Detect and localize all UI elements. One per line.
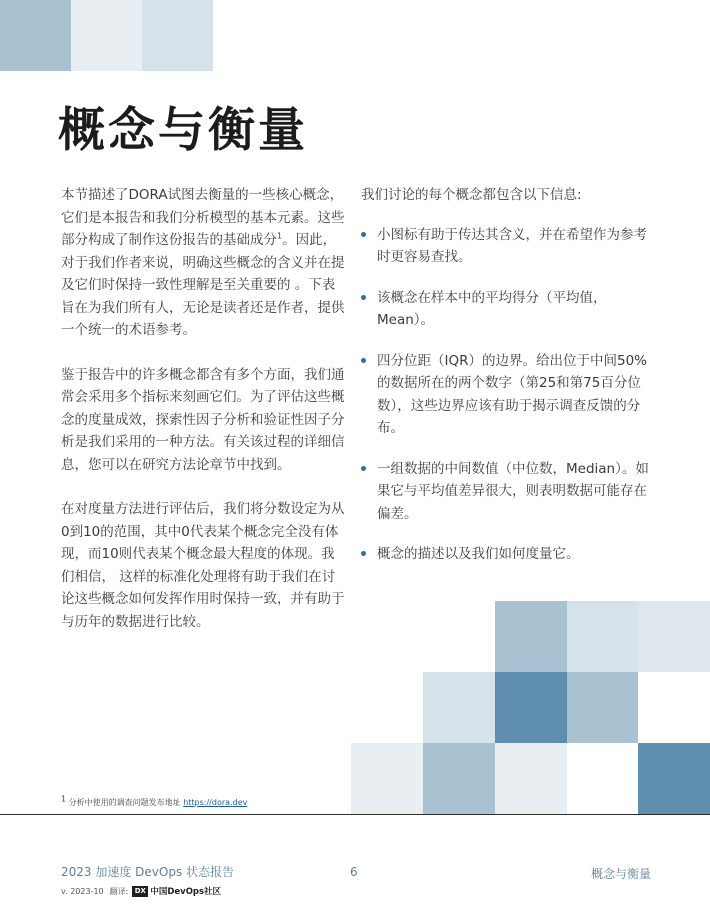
footnote-ref[interactable]: 1 [277, 231, 283, 241]
footer-report-title: 2023 加速度 DevOps 状态报告 [61, 865, 235, 879]
bullet-item: 概念的描述以及我们如何度量它。 [361, 543, 651, 566]
version-label: v. 2023-10 [61, 886, 104, 896]
bullet-item: 四分位距（IQR）的边界。给出位于中间50%的数据所在的两个数字（第25和第75百分位数），这些边界应该有助于揭示调查反馈的分布。 [361, 350, 651, 440]
translation-label: 翻译: [109, 886, 129, 896]
footnote: $^1$ 分析中使用的调查问题发布地址 https://dora.dev [61, 794, 248, 807]
bullet-item: 一组数据的中间数值（中位数，Median）。如果它与平均值差异很大，则表明数据可能存在偏差。 [361, 458, 651, 526]
footnote-link[interactable]: https://dora.dev [183, 798, 248, 807]
bullet-item: 小图标有助于传达其含义，并在希望作为参考时更容易查找。 [361, 224, 651, 269]
left-column [61, 184, 347, 655]
bullet-item: 该概念在样本中的平均得分（平均值，Mean）。 [361, 287, 651, 332]
page-title: 概念与衡量 [58, 103, 308, 158]
footer-section-title: 概念与衡量 [590, 867, 651, 881]
page-number: 6 [350, 865, 358, 879]
mosaic-block [495, 743, 567, 814]
right-intro: 我们讨论的每个概念都包含以下信息: [361, 187, 582, 203]
devops-logo-icon: DX [132, 886, 148, 897]
right-column [361, 184, 651, 584]
mosaic-block [423, 743, 495, 814]
mosaic-block [567, 601, 638, 672]
mosaic-block [351, 743, 423, 814]
top-block-1 [0, 0, 71, 71]
top-block-3 [142, 0, 213, 71]
mosaic-block [567, 672, 638, 743]
footer-version-line [61, 885, 234, 897]
footer-org: 中国DevOps社区 [150, 887, 222, 897]
mosaic-block [495, 601, 567, 672]
paragraph-1: 本节描述了DORA试图去衡量的一些核心概念，它们是本报告和我们分析模型的基本元素。这些部分构成了制作这份报告的基础成分$^1$。因此，对于我们作者来说，明确这些概念的含义并在提及它们时保持一致性理解是至关重要的 。下表旨在为我们所有人，无论是读者还是作者，提供一个统一的术语参考。 [61, 187, 345, 338]
mosaic-block [638, 743, 710, 814]
footer-divider [0, 814, 710, 815]
top-block-2 [71, 0, 142, 71]
mosaic-block [423, 672, 495, 743]
mosaic-block [638, 601, 710, 672]
paragraph-3: 在对度量方法进行评估后，我们将分数设定为从0到10的范围，其中0代表某个概念完全没有体现，而10则代表某个概念最大程度的体现。我们相信， 这样的标准化处理将有助于我们在讨论这些概念如何发挥作用时保持一致，并有助于与历年的数据进行比较。 [61, 501, 345, 630]
mosaic-block [495, 672, 567, 743]
paragraph-2: 鉴于报告中的许多概念都含有多个方面，我们通常会采用多个指标来刻画它们。为了评估这些概念的度量成效，探索性因子分析和验证性因子分析是我们采用的一种方法。有关该过程的详细信息，您可以在研究方法论章节中找到。 [61, 366, 345, 473]
footer-left [61, 863, 234, 897]
